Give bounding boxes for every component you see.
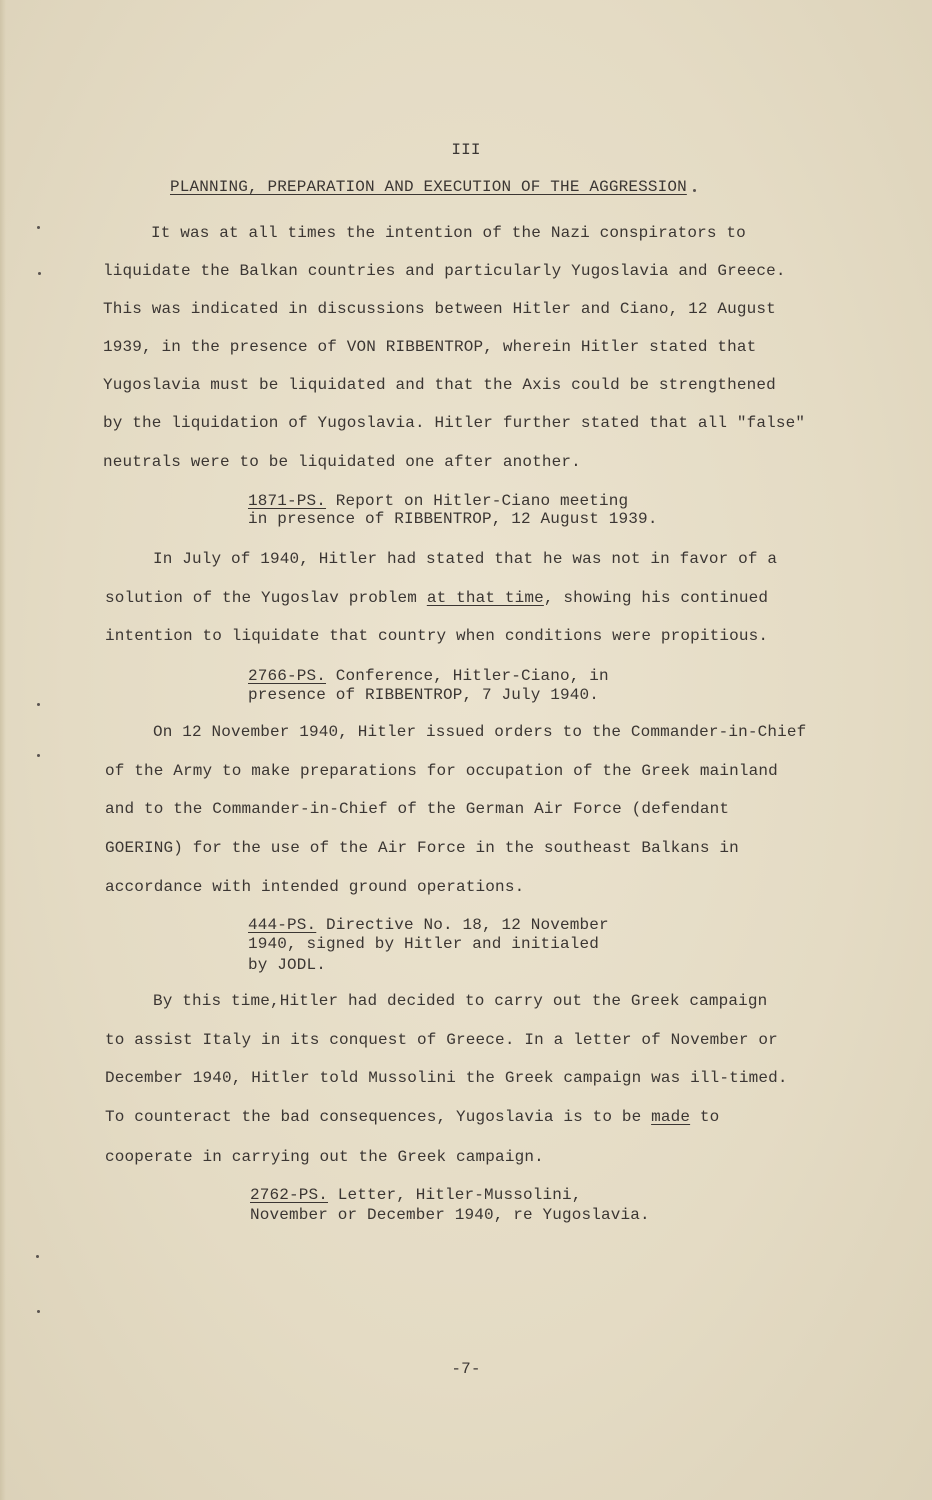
citation-1-line-1 <box>248 492 628 510</box>
paragraph-1-line-1: It was at all times the intention of the Nazi conspirators to <box>151 224 746 242</box>
paragraph-4-text-b: to <box>690 1108 720 1126</box>
paragraph-1-line-3: This was indicated in discussions between Hitler and Ciano, 12 August <box>103 300 776 318</box>
page-number: -7- <box>451 1360 481 1378</box>
citation-4-doc-number: 2762-PS. <box>250 1186 329 1204</box>
citation-2-text: Conference, Hitler-Ciano, in <box>326 667 609 685</box>
paragraph-2-line-1: In July of 1940, Hitler had stated that he was not in favor of a <box>153 550 778 568</box>
margin-mark <box>37 754 40 757</box>
margin-mark <box>38 272 41 275</box>
paragraph-4-line-3: December 1940, Hitler told Mussolini the Greek campaign was ill-timed. <box>105 1069 788 1087</box>
paragraph-2-line-3: intention to liquidate that country when conditions were propitious. <box>105 627 769 645</box>
margin-mark <box>37 1310 40 1313</box>
paragraph-1-line-4: 1939, in the presence of VON RIBBENTROP, wherein Hitler stated that <box>103 338 757 356</box>
paragraph-3-line-5: accordance with intended ground operations. <box>105 878 525 896</box>
citation-3-line-2: 1940, signed by Hitler and initialed <box>248 935 600 953</box>
paragraph-4-text-a: To counteract the bad consequences, Yugoslavia is to be <box>105 1108 652 1126</box>
paragraph-4-emphasis: made <box>651 1108 691 1126</box>
margin-mark <box>693 189 696 192</box>
paragraph-1-line-5: Yugoslavia must be liquidated and that the Axis could be strengthened <box>103 376 776 394</box>
section-title: PLANNING, PREPARATION AND EXECUTION OF THE AGGRESSION <box>170 178 687 196</box>
margin-mark <box>37 226 40 229</box>
citation-4-text: Letter, Hitler-Mussolini, <box>328 1186 582 1204</box>
citation-3-doc-number: 444-PS. <box>248 916 317 934</box>
paragraph-3-line-4: GOERING) for the use of the Air Force in the southeast Balkans in <box>105 839 739 857</box>
citation-3-text: Directive No. 18, 12 November <box>316 916 609 934</box>
citation-2-line-1 <box>248 667 609 685</box>
paragraph-1-line-7: neutrals were to be liquidated one after another. <box>103 453 581 471</box>
paragraph-1-line-6: by the liquidation of Yugoslavia. Hitler further stated that all "false" <box>103 414 806 432</box>
paragraph-3-line-3: and to the Commander-in-Chief of the German Air Force (defendant <box>105 800 730 818</box>
citation-1-doc-number: 1871-PS. <box>248 492 327 510</box>
page-edge-shadow <box>0 0 6 1500</box>
paragraph-4-line-4 <box>105 1108 719 1126</box>
citation-3-line-1 <box>248 916 609 934</box>
citation-1-line-2: in presence of RIBBENTROP, 12 August 1939. <box>248 510 658 528</box>
paragraph-3-line-1: On 12 November 1940, Hitler issued orders to the Commander-in-Chief <box>153 723 807 741</box>
paragraph-2-emphasis: at that time <box>426 589 544 607</box>
citation-4-line-2: November or December 1940, re Yugoslavia. <box>250 1206 650 1224</box>
citation-4-line-1 <box>250 1186 582 1204</box>
paragraph-1-line-2: liquidate the Balkan countries and particularly Yugoslavia and Greece. <box>103 262 786 280</box>
paragraph-2-text-a: solution of the Yugoslav problem <box>105 589 427 607</box>
margin-mark <box>37 703 40 706</box>
citation-1-text: Report on Hitler-Ciano meeting <box>326 492 629 510</box>
citation-2-doc-number: 2766-PS. <box>248 667 327 685</box>
paragraph-4-line-5: cooperate in carrying out the Greek campaign. <box>105 1148 544 1166</box>
section-number: III <box>451 141 481 159</box>
margin-mark <box>36 1255 39 1258</box>
paragraph-4-line-2: to assist Italy in its conquest of Greece. In a letter of November or <box>105 1031 778 1049</box>
citation-2-line-2: presence of RIBBENTROP, 7 July 1940. <box>248 686 600 704</box>
paragraph-4-line-1: By this time,Hitler had decided to carry out the Greek campaign <box>153 992 768 1010</box>
paragraph-2-text-b: , showing his continued <box>543 589 769 607</box>
paragraph-2-line-2 <box>105 589 768 607</box>
paragraph-3-line-2: of the Army to make preparations for occupation of the Greek mainland <box>105 762 778 780</box>
citation-3-line-3: by JODL. <box>248 956 327 974</box>
